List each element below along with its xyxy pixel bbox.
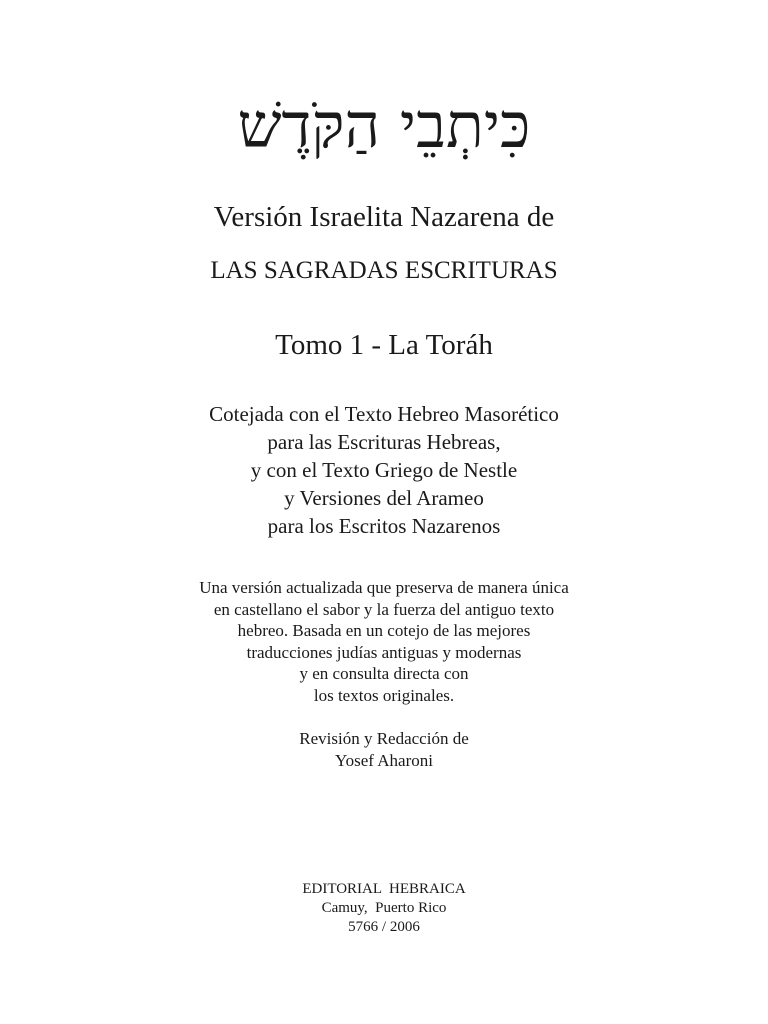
collation-line: Cotejada con el Texto Hebreo Masorético (209, 402, 559, 426)
editor-name: Yosef Aharoni (335, 751, 433, 770)
main-title: LAS SAGRADAS ESCRITURAS (210, 257, 558, 284)
revision-label: Revisión y Redacción de (299, 729, 469, 748)
description-line: traducciones judías antiguas y modernas (246, 642, 522, 662)
description-line: los textos originales. (313, 685, 455, 705)
collation-line: y Versiones del Arameo (284, 486, 484, 510)
collation-line: y con el Texto Griego de Nestle (250, 458, 518, 482)
description-line: hebreo. Basada en un cotejo de las mejores (237, 621, 531, 640)
collation-paragraph (0, 400, 768, 540)
revision-credit (0, 728, 768, 772)
volume-title: Tomo 1 - La Toráh (275, 329, 493, 361)
collation-line: para los Escritos Nazarenos (267, 514, 501, 538)
description-line: en castellano el sabor y la fuerza del antiguo texto (213, 599, 555, 619)
publisher-location: Camuy, Puerto Rico (321, 900, 447, 916)
publication-year: 5766 / 2006 (348, 919, 420, 935)
publisher-block (0, 880, 768, 937)
description-paragraph (0, 577, 768, 706)
hebrew-title: כִּיתְבֵי הַקֹּדֶשׁ (237, 89, 531, 162)
collation-line: para las Escrituras Hebreas, (267, 430, 501, 454)
description-line: y en consulta directa con (299, 664, 469, 683)
publisher-name: EDITORIAL HEBRAICA (302, 881, 466, 897)
description-line: Una versión actualizada que preserva de manera única (199, 578, 569, 597)
subtitle: Versión Israelita Nazarena de (213, 201, 555, 233)
